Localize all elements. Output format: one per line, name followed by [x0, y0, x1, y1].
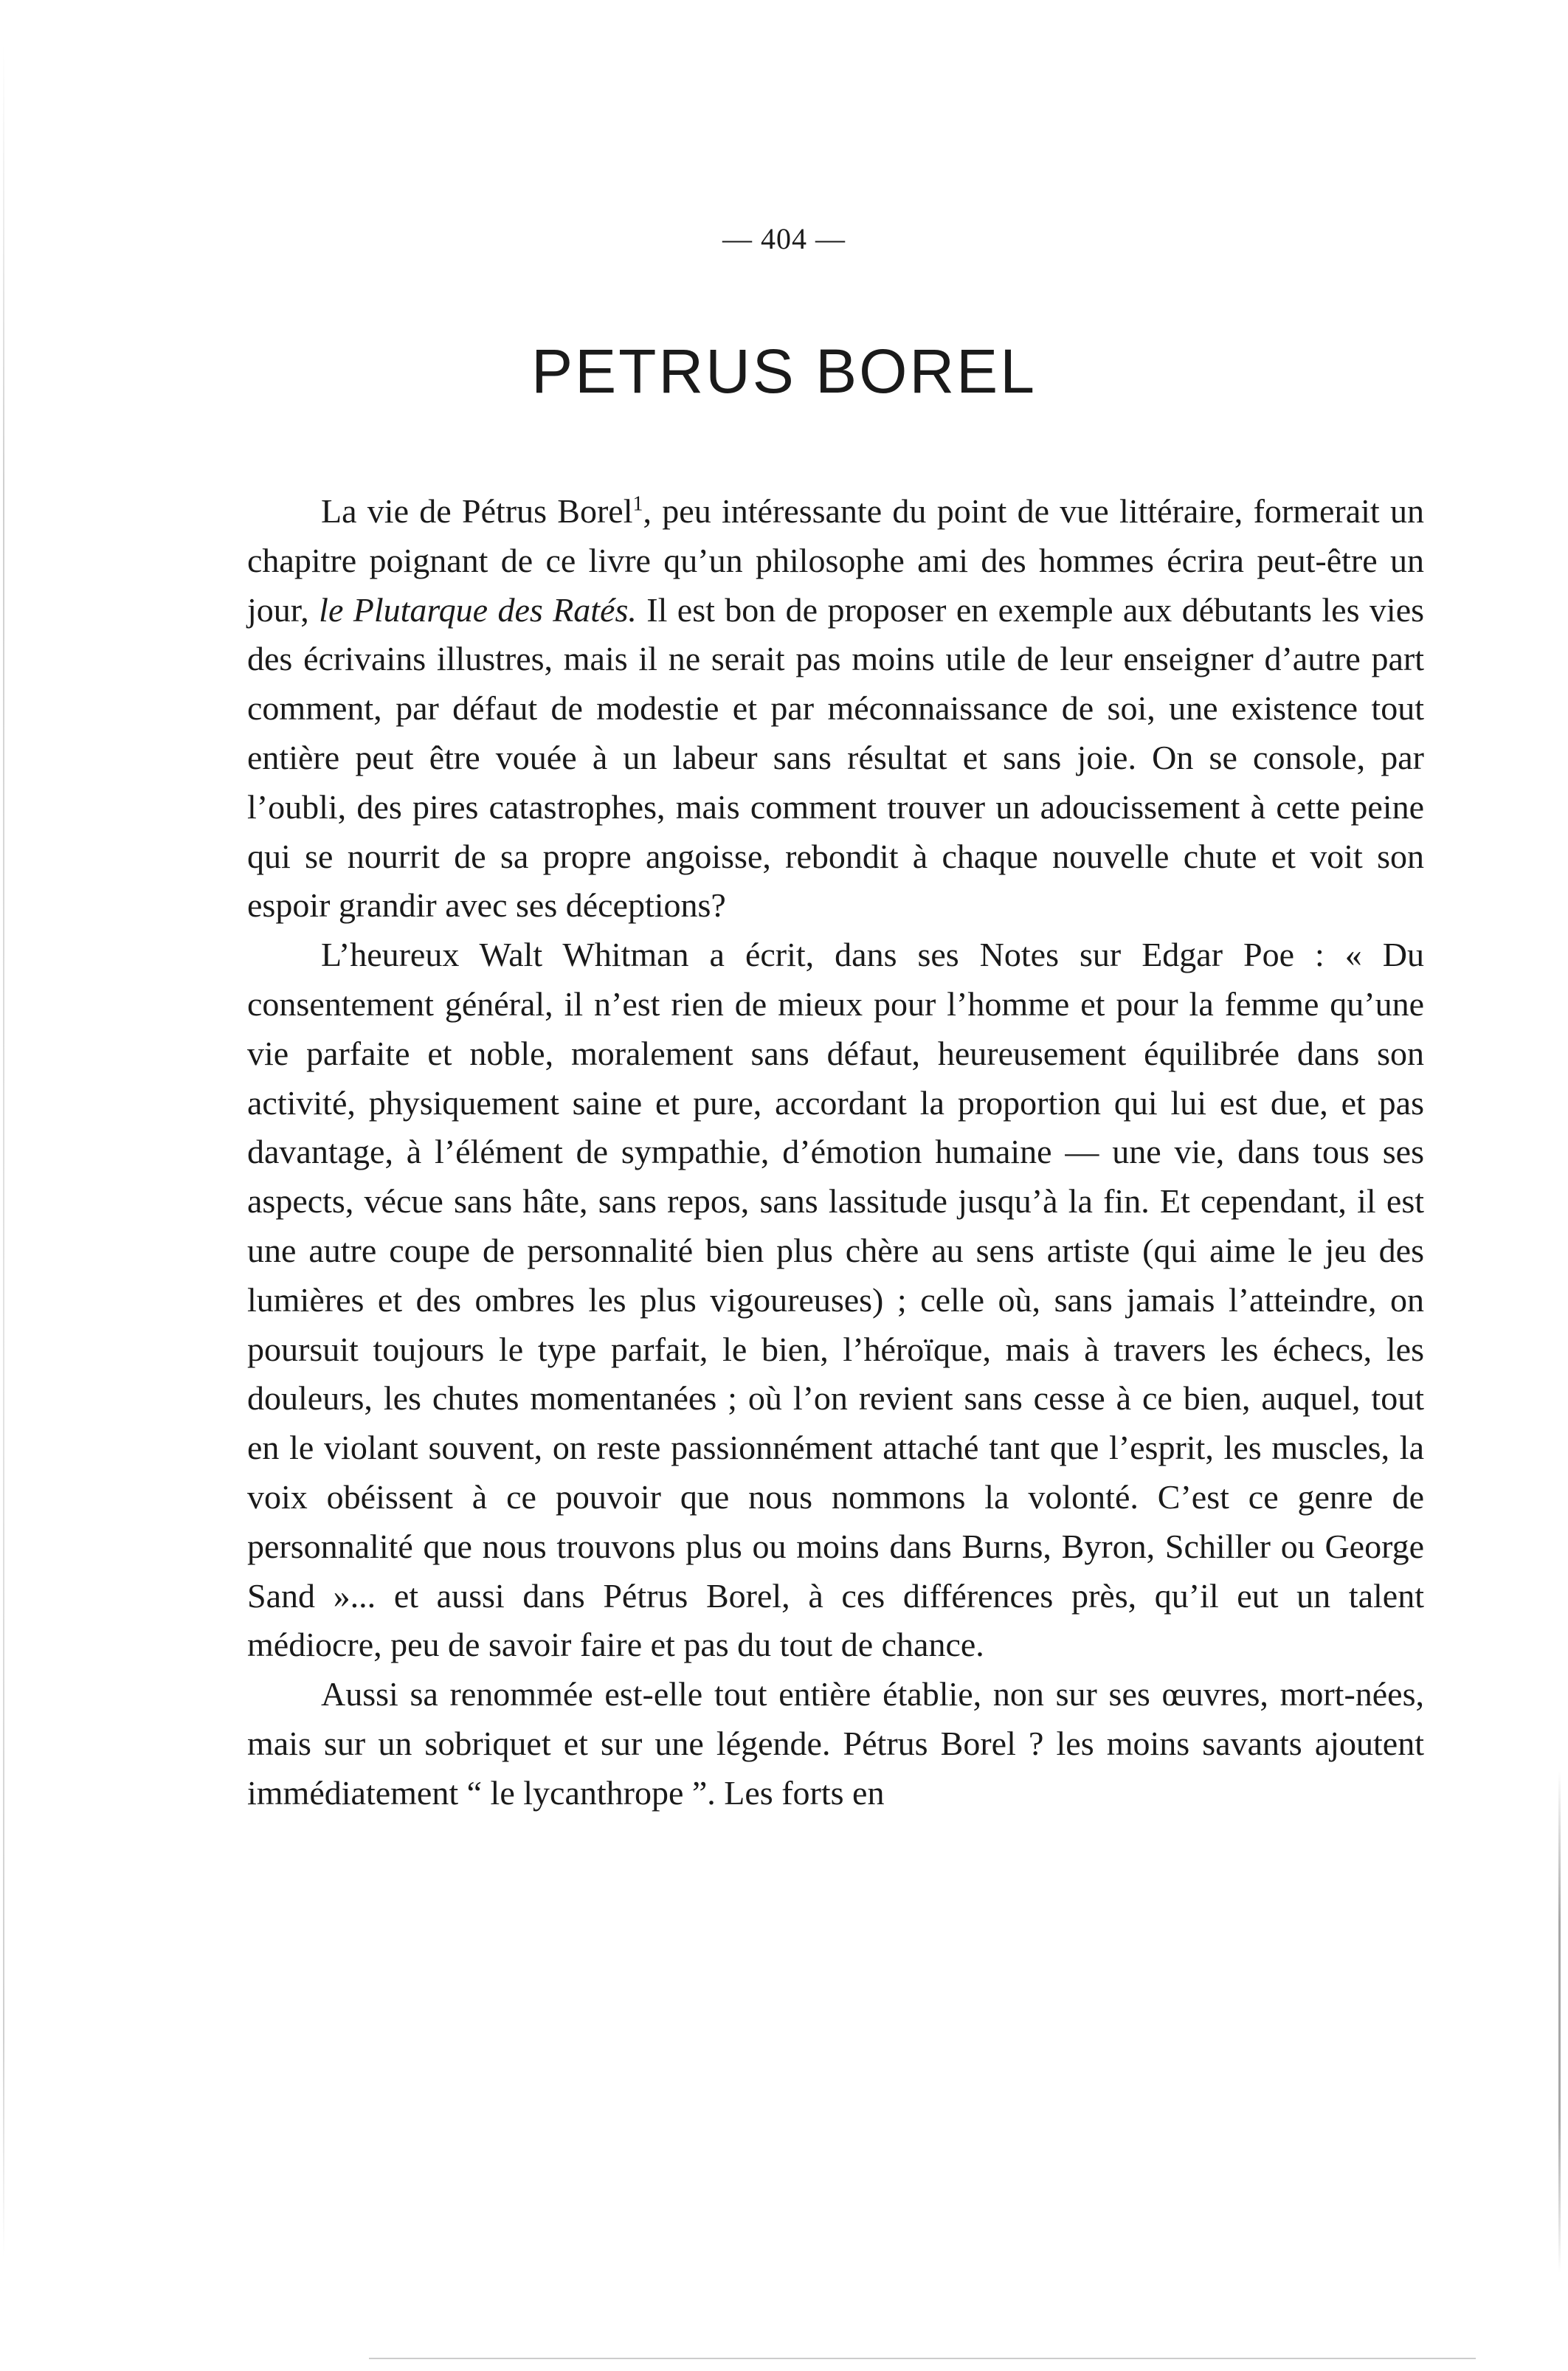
- book-title-reference: le Plutarque des Ratés.: [319, 590, 637, 629]
- chapter-title: PETRUS BOREL: [531, 337, 1037, 406]
- paragraph-3: Aussi sa renommée est-elle tout entière établie, non sur ses œuvres, mort-nées, mais sur un sobriquet et sur une légende. Pétrus Borel ? les moins savants ajoutent immédiatement “ le lycanthrope ”. Les forts en: [247, 1675, 1424, 1812]
- scan-edge-right: [1558, 1771, 1561, 2273]
- footnote-marker[interactable]: 1: [632, 492, 643, 516]
- scan-edge-bottom: [369, 2358, 1476, 2359]
- paragraph-1-text-b: , peu intéressante du point de vue littéraire, formerait un chapitre poignant de ce livre qu’un philosophe ami des hommes écrira peut-être un jour,: [247, 492, 1424, 629]
- paragraph-1-text-c: Il est bon de proposer en exemple aux débutants les vies des écrivains illustres, mais il ne serait pas moins utile de leur enseigner d’autre part comment, par défaut de modestie et par méconnaissance de soi, une existence tout entière peut être vouée à un labeur sans résultat et sans joie. On se console, par l’oubli, des pires catastrophes, mais comment trouver un adoucissement à cette peine qui se nourrit de sa propre angoisse, rebondit à chaque nouvelle chute et voit son espoir grandir avec ses déceptions?: [247, 590, 1425, 925]
- body-text: [247, 487, 1424, 1818]
- paragraph-2: L’heureux Walt Whitman a écrit, dans ses Notes sur Edgar Poe : « Du consentement général, il n’est rien de mieux pour l’homme et pour la femme qu’une vie parfaite et noble, moralement sans défaut, heureusement équilibrée dans son activité, physiquement saine et pure, accordant la proportion qui lui est due, et pas davantage, à l’élément de sympathie, d’émotion humaine — une vie, dans tous ses aspects, vécue sans hâte, sans repos, sans lassitude jusqu’à la fin. Et cependant, il est une autre coupe de personnalité bien plus chère au sens artiste (qui aime le jeu des lumières et des ombres les plus vigoureuses) ; celle où, sans jamais l’atteindre, on poursuit toujours le type parfait, le bien, l’héroïque, mais à travers les échecs, les douleurs, les chutes momentanées ; où l’on revient sans cesse à ce bien, auquel, tout en le violant souvent, on reste passionnément attaché tant que l’esprit, les muscles, la voix obéissent à ce pouvoir que nous nommons la volonté. C’est ce genre de personnalité que nous trouvons plus ou moins dans Burns, Byron, Schiller ou George Sand »... et aussi dans Pétrus Borel, à ces différences près, qu’il eut un talent médiocre, peu de savoir faire et pas du tout de chance.: [247, 936, 1424, 1664]
- page-number: — 404 —: [722, 222, 846, 255]
- paragraph-1-text-a: La vie de Pétrus Borel: [321, 492, 633, 530]
- paragraph-1: [247, 487, 1424, 931]
